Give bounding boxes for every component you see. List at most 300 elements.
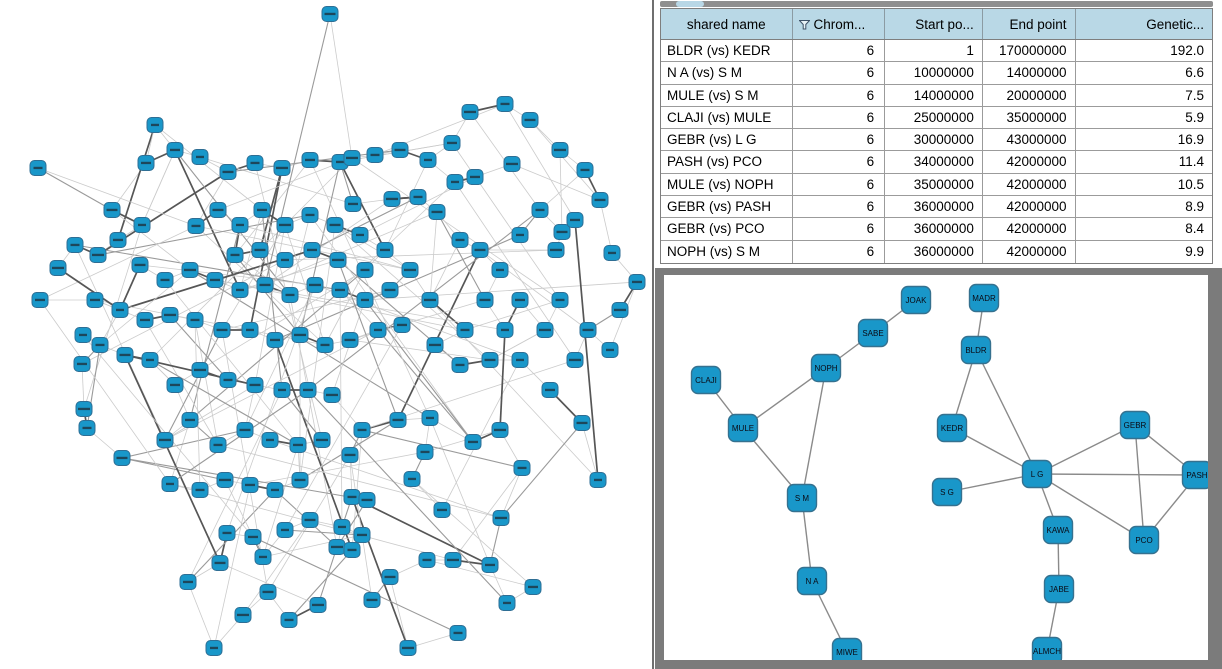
- node-label-smudge: [246, 329, 254, 331]
- network-node[interactable]: [274, 383, 290, 398]
- network-node[interactable]: [214, 323, 230, 338]
- network-node[interactable]: [422, 293, 438, 308]
- network-node[interactable]: [162, 477, 178, 492]
- network-node[interactable]: [329, 540, 345, 555]
- network-node[interactable]: [492, 263, 508, 278]
- table-cell[interactable]: 42000000: [983, 174, 1076, 195]
- table-horizontal-scrollbar[interactable]: [660, 1, 1213, 7]
- table-row[interactable]: [661, 107, 1212, 129]
- node-label-smudge: [380, 249, 390, 251]
- network-node[interactable]: [574, 416, 590, 431]
- network-edge: [430, 240, 460, 300]
- node-label: GEBR: [1123, 421, 1147, 430]
- network-node[interactable]: [532, 203, 548, 218]
- node-label-smudge: [495, 517, 507, 519]
- column-header-label: shared name: [686, 16, 766, 32]
- table-cell[interactable]: GEBR (vs) PCO: [661, 218, 793, 239]
- node-label-smudge: [224, 379, 233, 381]
- network-node[interactable]: [187, 313, 203, 328]
- network-node[interactable]: [629, 275, 645, 290]
- network-node[interactable]: [310, 598, 326, 613]
- network-node[interactable]: [242, 323, 258, 338]
- node-label-smudge: [303, 389, 313, 391]
- network-node[interactable]: [482, 558, 498, 573]
- network-node[interactable]: [317, 338, 333, 353]
- network-node[interactable]: [290, 438, 306, 453]
- table-cell[interactable]: BLDR (vs) KEDR: [661, 40, 793, 61]
- network-node[interactable]: [462, 105, 478, 120]
- table-row[interactable]: [661, 218, 1212, 240]
- network-node[interactable]: [567, 213, 583, 228]
- column-header-shared-name[interactable]: [661, 9, 793, 39]
- network-node[interactable]: [427, 338, 443, 353]
- table-cell[interactable]: 6: [793, 85, 886, 106]
- network-node[interactable]: [292, 328, 308, 343]
- network-node[interactable]: [522, 113, 538, 128]
- table-cell[interactable]: 8.4: [1185, 221, 1205, 237]
- network-node[interactable]: [192, 363, 208, 378]
- table-cell[interactable]: 8.9: [1185, 199, 1205, 215]
- table-cell[interactable]: 6: [793, 196, 886, 217]
- table-cell[interactable]: 5.9: [1185, 109, 1205, 125]
- network-node[interactable]: [117, 348, 133, 363]
- node-gebr[interactable]: [1121, 412, 1150, 439]
- network-node[interactable]: [247, 378, 263, 393]
- network-node[interactable]: [87, 293, 103, 308]
- column-header-start-po[interactable]: [885, 9, 983, 39]
- node-label-smudge: [77, 363, 87, 365]
- network-node[interactable]: [477, 293, 493, 308]
- table-cell[interactable]: 14000000: [983, 62, 1076, 83]
- table-cell[interactable]: 11.4: [1178, 154, 1205, 170]
- table-cell[interactable]: 42000000: [983, 241, 1076, 263]
- network-node[interactable]: [75, 328, 91, 343]
- network-edge: [196, 172, 228, 226]
- network-node[interactable]: [30, 161, 46, 176]
- table-cell[interactable]: 6: [793, 107, 886, 128]
- node-jabe[interactable]: [1045, 576, 1074, 603]
- table-cell[interactable]: 10000000: [885, 62, 983, 83]
- network-node[interactable]: [537, 323, 553, 338]
- node-joak[interactable]: [902, 287, 931, 314]
- table-row[interactable]: [661, 40, 1212, 62]
- node-almch[interactable]: [1033, 638, 1062, 661]
- network-node[interactable]: [422, 411, 438, 426]
- table-cell[interactable]: 6.6: [1185, 65, 1205, 81]
- network-node[interactable]: [420, 153, 436, 168]
- network-node[interactable]: [277, 218, 293, 233]
- node-label-smudge: [295, 479, 306, 481]
- table-cell[interactable]: 25000000: [885, 107, 983, 128]
- table-cell[interactable]: 30000000: [885, 129, 983, 150]
- column-header-chrom[interactable]: [793, 9, 886, 39]
- network-node[interactable]: [497, 323, 513, 338]
- network-node[interactable]: [342, 448, 358, 463]
- network-node[interactable]: [207, 273, 223, 288]
- table-cell[interactable]: 9.9: [1185, 243, 1205, 259]
- network-node[interactable]: [357, 293, 373, 308]
- node-mule[interactable]: [729, 415, 758, 442]
- network-node[interactable]: [262, 433, 278, 448]
- network-node[interactable]: [512, 293, 528, 308]
- network-node[interactable]: [307, 278, 323, 293]
- node-noph[interactable]: [812, 355, 841, 382]
- network-node[interactable]: [254, 203, 270, 218]
- network-node[interactable]: [167, 378, 183, 393]
- table-cell[interactable]: 20000000: [983, 85, 1076, 106]
- table-cell[interactable]: 36000000: [885, 218, 983, 239]
- network-node[interactable]: [137, 313, 153, 328]
- network-node[interactable]: [227, 248, 243, 263]
- node-label: PASH: [1186, 471, 1208, 480]
- network-node[interactable]: [400, 641, 416, 656]
- network-node[interactable]: [434, 503, 450, 518]
- table-cell[interactable]: 6: [793, 218, 886, 239]
- network-edge: [245, 285, 315, 430]
- network-node[interactable]: [512, 228, 528, 243]
- table-cell[interactable]: 6: [793, 174, 886, 195]
- node-s-m[interactable]: [788, 485, 817, 512]
- network-node[interactable]: [212, 556, 228, 571]
- network-node[interactable]: [499, 596, 515, 611]
- network-node[interactable]: [352, 228, 368, 243]
- network-node[interactable]: [359, 493, 375, 508]
- network-node[interactable]: [112, 303, 128, 318]
- table-row[interactable]: [661, 241, 1212, 263]
- network-node[interactable]: [367, 148, 383, 163]
- network-node[interactable]: [157, 273, 173, 288]
- network-node[interactable]: [255, 550, 271, 565]
- network-node[interactable]: [612, 303, 628, 318]
- network-node[interactable]: [157, 433, 173, 448]
- table-cell[interactable]: 6: [793, 62, 886, 83]
- network-node[interactable]: [330, 253, 346, 268]
- network-node[interactable]: [92, 338, 108, 353]
- network-edge: [442, 360, 520, 510]
- table-cell[interactable]: 36000000: [885, 241, 983, 263]
- node-label-smudge: [217, 329, 228, 331]
- network-edge: [1135, 425, 1144, 540]
- network-node[interactable]: [245, 530, 261, 545]
- node-label-smudge: [356, 234, 364, 236]
- network-node[interactable]: [492, 423, 508, 438]
- network-node[interactable]: [592, 193, 608, 208]
- network-node[interactable]: [322, 7, 338, 22]
- node-l-g[interactable]: [1023, 461, 1052, 488]
- network-node[interactable]: [377, 243, 393, 258]
- network-node[interactable]: [382, 570, 398, 585]
- network-node[interactable]: [32, 293, 48, 308]
- node-pco[interactable]: [1130, 527, 1159, 554]
- network-node[interactable]: [147, 118, 163, 133]
- network-node[interactable]: [210, 438, 226, 453]
- network-node[interactable]: [504, 157, 520, 172]
- network-node[interactable]: [232, 218, 248, 233]
- table-cell[interactable]: 6: [793, 40, 886, 61]
- node-label-smudge: [279, 224, 291, 226]
- network-node[interactable]: [419, 553, 435, 568]
- table-cell[interactable]: 1: [885, 40, 983, 61]
- node-label-smudge: [539, 329, 551, 331]
- node-n-a[interactable]: [798, 568, 827, 595]
- table-cell[interactable]: 170000000: [983, 40, 1076, 61]
- network-node[interactable]: [327, 218, 343, 233]
- node-label-smudge: [595, 199, 606, 201]
- network-node[interactable]: [390, 413, 406, 428]
- table-row[interactable]: [661, 129, 1212, 151]
- network-node[interactable]: [260, 585, 276, 600]
- node-label-smudge: [120, 354, 131, 356]
- network-edge: [430, 212, 437, 300]
- network-node[interactable]: [192, 483, 208, 498]
- network-node[interactable]: [188, 219, 204, 234]
- network-node[interactable]: [394, 318, 410, 333]
- table-cell[interactable]: 35000000: [885, 174, 983, 195]
- table-cell[interactable]: MULE (vs) NOPH: [661, 174, 793, 195]
- node-madr[interactable]: [970, 285, 999, 312]
- network-node[interactable]: [235, 608, 251, 623]
- network-node[interactable]: [292, 473, 308, 488]
- network-edge: [976, 350, 1037, 474]
- network-node[interactable]: [314, 433, 330, 448]
- node-label-smudge: [326, 394, 338, 396]
- network-node[interactable]: [410, 190, 426, 205]
- network-node[interactable]: [402, 263, 418, 278]
- node-label-smudge: [501, 329, 509, 331]
- network-node[interactable]: [548, 243, 564, 258]
- network-node[interactable]: [580, 323, 596, 338]
- network-node[interactable]: [404, 472, 420, 487]
- network-node[interactable]: [452, 233, 468, 248]
- network-node[interactable]: [300, 383, 316, 398]
- network-node[interactable]: [344, 151, 360, 166]
- table-cell[interactable]: 42000000: [983, 218, 1076, 239]
- network-node[interactable]: [577, 163, 593, 178]
- network-node[interactable]: [382, 283, 398, 298]
- table-cell[interactable]: 192.0: [1170, 43, 1205, 58]
- network-node[interactable]: [206, 641, 222, 656]
- network-node[interactable]: [493, 511, 509, 526]
- node-label-smudge: [464, 111, 476, 113]
- node-label-smudge: [485, 564, 495, 566]
- network-node[interactable]: [277, 253, 293, 268]
- network-node[interactable]: [182, 263, 198, 278]
- network-node[interactable]: [525, 580, 541, 595]
- node-label-smudge: [331, 546, 343, 548]
- table-row[interactable]: [661, 62, 1212, 84]
- node-kedr[interactable]: [938, 415, 967, 442]
- network-node[interactable]: [552, 293, 568, 308]
- network-node[interactable]: [267, 483, 283, 498]
- table-cell[interactable]: 6: [793, 129, 886, 150]
- table-cell[interactable]: 43000000: [983, 129, 1076, 150]
- network-node[interactable]: [182, 413, 198, 428]
- node-label: SABE: [862, 329, 884, 338]
- node-label-smudge: [113, 239, 123, 241]
- table-cell[interactable]: 7.5: [1185, 87, 1205, 103]
- table-row[interactable]: [661, 85, 1212, 107]
- network-node[interactable]: [50, 261, 66, 276]
- table-cell[interactable]: GEBR (vs) PASH: [661, 196, 793, 217]
- network-node[interactable]: [514, 461, 530, 476]
- table-cell[interactable]: 36000000: [885, 196, 983, 217]
- table-cell[interactable]: MULE (vs) S M: [661, 85, 793, 106]
- network-node[interactable]: [219, 526, 235, 541]
- network-node[interactable]: [364, 593, 380, 608]
- network-node[interactable]: [210, 203, 226, 218]
- network-node[interactable]: [590, 473, 606, 488]
- network-node[interactable]: [257, 278, 273, 293]
- funnel-icon: [799, 19, 810, 30]
- table-cell[interactable]: 34000000: [885, 151, 983, 172]
- network-node[interactable]: [604, 246, 620, 261]
- network-node[interactable]: [457, 323, 473, 338]
- network-node[interactable]: [180, 575, 196, 590]
- network-node[interactable]: [345, 197, 361, 212]
- network-node[interactable]: [467, 170, 483, 185]
- network-node[interactable]: [302, 513, 318, 528]
- network-node[interactable]: [304, 243, 320, 258]
- network-node[interactable]: [220, 165, 236, 180]
- network-node[interactable]: [354, 528, 370, 543]
- table-cell[interactable]: CLAJI (vs) MULE: [661, 107, 793, 128]
- network-node[interactable]: [132, 258, 148, 273]
- node-label-smudge: [135, 264, 146, 266]
- network-node[interactable]: [162, 308, 178, 323]
- network-node[interactable]: [334, 520, 350, 535]
- network-node[interactable]: [274, 161, 290, 176]
- table-cell[interactable]: 42000000: [983, 196, 1076, 217]
- network-node[interactable]: [114, 451, 130, 466]
- network-node[interactable]: [247, 156, 263, 171]
- table-horizontal-scrollbar-thumb[interactable]: [676, 1, 704, 7]
- network-node[interactable]: [110, 233, 126, 248]
- network-node[interactable]: [465, 435, 481, 450]
- network-node[interactable]: [104, 203, 120, 218]
- network-node[interactable]: [370, 323, 386, 338]
- network-node[interactable]: [357, 263, 373, 278]
- table-cell[interactable]: 16.9: [1177, 132, 1205, 148]
- table-cell[interactable]: 6: [793, 241, 886, 263]
- network-node[interactable]: [192, 150, 208, 165]
- node-label-smudge: [214, 444, 223, 446]
- network-node[interactable]: [167, 143, 183, 158]
- network-node[interactable]: [542, 383, 558, 398]
- network-node[interactable]: [452, 358, 468, 373]
- network-node[interactable]: [242, 478, 258, 493]
- node-label: MULE: [731, 424, 755, 433]
- column-header-genetic[interactable]: [1076, 9, 1213, 39]
- network-node[interactable]: [217, 473, 233, 488]
- node-bldr[interactable]: [962, 337, 991, 364]
- network-node[interactable]: [344, 490, 360, 505]
- table-row[interactable]: [661, 174, 1212, 196]
- network-node[interactable]: [76, 402, 92, 417]
- network-node[interactable]: [142, 353, 158, 368]
- network-node[interactable]: [281, 613, 297, 628]
- node-sabe[interactable]: [859, 320, 888, 347]
- network-node[interactable]: [237, 423, 253, 438]
- network-node[interactable]: [445, 553, 461, 568]
- network-node[interactable]: [67, 238, 83, 253]
- table-cell[interactable]: NOPH (vs) S M: [661, 241, 793, 263]
- node-label-smudge: [223, 171, 234, 173]
- network-node[interactable]: [472, 243, 488, 258]
- table-cell[interactable]: N A (vs) S M: [661, 62, 793, 83]
- network-node[interactable]: [302, 153, 318, 168]
- network-node[interactable]: [602, 343, 618, 358]
- node-label-smudge: [461, 329, 470, 331]
- network-node[interactable]: [302, 208, 318, 223]
- table-cell[interactable]: 14000000: [885, 85, 983, 106]
- network-node[interactable]: [344, 543, 360, 558]
- network-node[interactable]: [552, 143, 568, 158]
- network-node[interactable]: [482, 353, 498, 368]
- network-node[interactable]: [267, 333, 283, 348]
- network-node[interactable]: [342, 333, 358, 348]
- network-node[interactable]: [444, 136, 460, 151]
- table-cell[interactable]: 35000000: [983, 107, 1076, 128]
- node-label-smudge: [285, 619, 294, 621]
- network-node[interactable]: [138, 156, 154, 171]
- node-pash[interactable]: [1183, 462, 1209, 489]
- table-row[interactable]: [661, 196, 1212, 218]
- node-miwe[interactable]: [833, 639, 862, 661]
- column-header-end-point[interactable]: [983, 9, 1076, 39]
- node-label-smudge: [325, 13, 336, 15]
- table-cell[interactable]: 6: [793, 151, 886, 172]
- network-node[interactable]: [512, 353, 528, 368]
- table-cell[interactable]: 42000000: [983, 151, 1076, 172]
- node-s-g[interactable]: [933, 479, 962, 506]
- network-node[interactable]: [90, 248, 106, 263]
- network-node[interactable]: [332, 283, 348, 298]
- table-cell[interactable]: PASH (vs) PCO: [661, 151, 793, 172]
- network-node[interactable]: [447, 175, 463, 190]
- network-node[interactable]: [220, 373, 236, 388]
- network-node[interactable]: [429, 205, 445, 220]
- network-node[interactable]: [450, 626, 466, 641]
- network-node[interactable]: [232, 283, 248, 298]
- network-node[interactable]: [497, 97, 513, 112]
- table-panel: [655, 0, 1222, 265]
- network-node[interactable]: [554, 225, 570, 240]
- network-node[interactable]: [74, 357, 90, 372]
- table-cell[interactable]: 10.5: [1177, 176, 1205, 192]
- network-node[interactable]: [384, 192, 400, 207]
- network-node[interactable]: [354, 423, 370, 438]
- network-node[interactable]: [277, 523, 293, 538]
- table-row[interactable]: [661, 151, 1212, 173]
- node-label-smudge: [332, 259, 344, 261]
- network-node[interactable]: [282, 288, 298, 303]
- network-node[interactable]: [252, 243, 268, 258]
- network-node[interactable]: [324, 388, 340, 403]
- node-label-smudge: [294, 334, 306, 336]
- network-node[interactable]: [134, 218, 150, 233]
- network-node[interactable]: [392, 143, 408, 158]
- network-node[interactable]: [79, 421, 95, 436]
- node-kawa[interactable]: [1044, 517, 1073, 544]
- node-label-smudge: [213, 209, 224, 211]
- table-cell[interactable]: GEBR (vs) L G: [661, 129, 793, 150]
- panel-divider[interactable]: [652, 0, 654, 669]
- network-node[interactable]: [417, 445, 433, 460]
- node-claji[interactable]: [692, 367, 721, 394]
- network-node[interactable]: [567, 353, 583, 368]
- small-network-canvas[interactable]: [664, 275, 1208, 660]
- node-label-smudge: [480, 299, 491, 301]
